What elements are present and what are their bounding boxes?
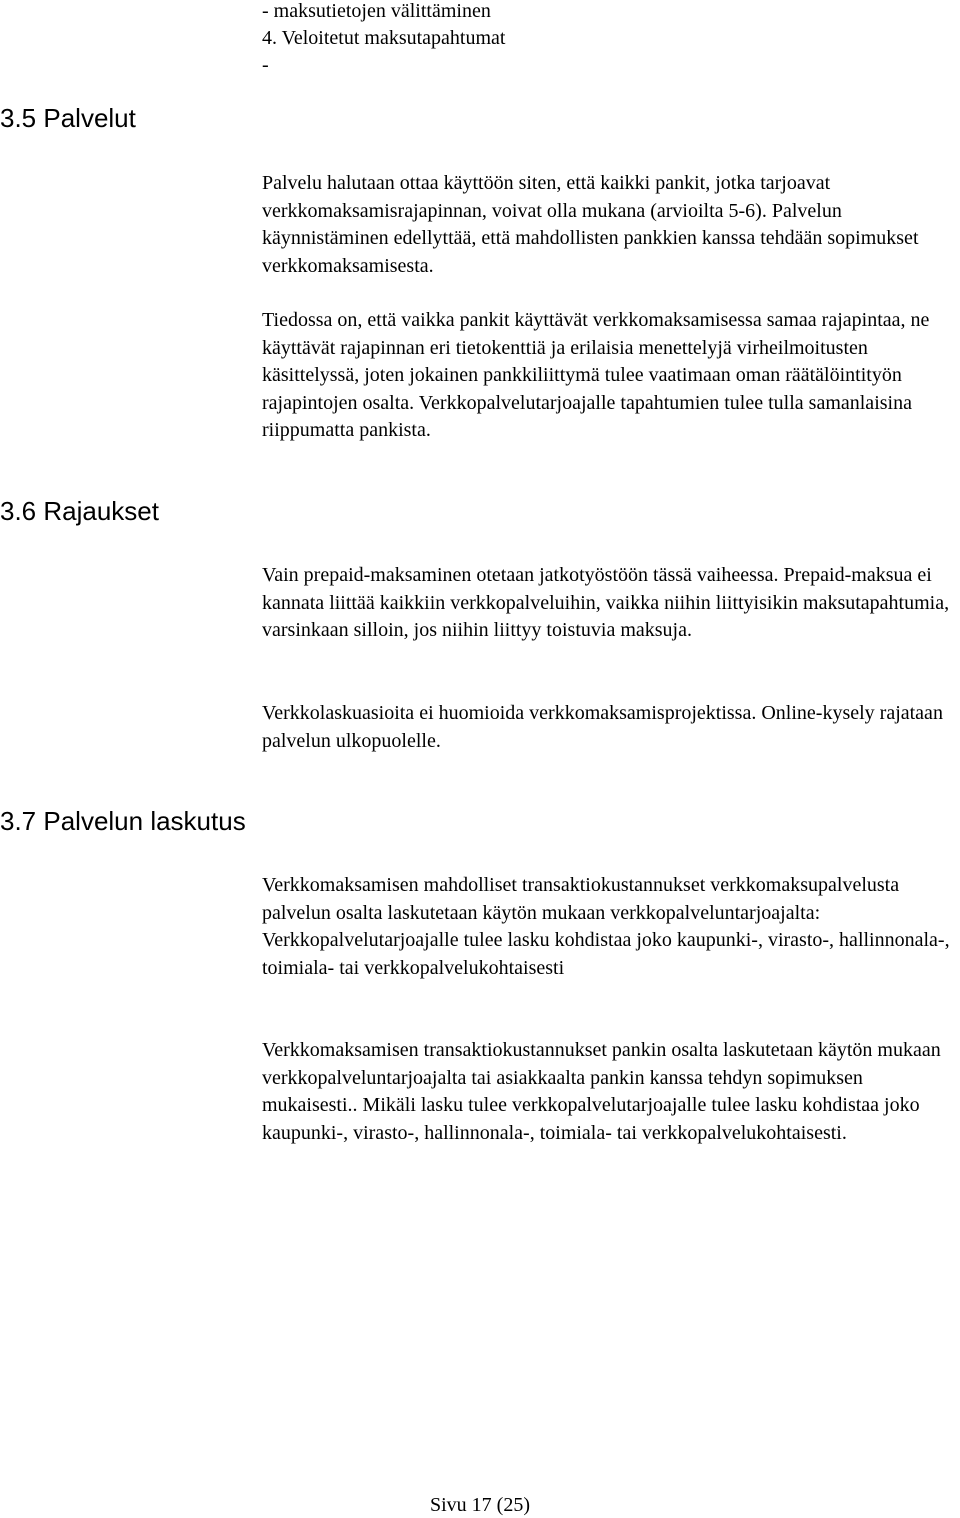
- page-number: Sivu 17 (25): [430, 1494, 530, 1516]
- list-item-veloitetut: 4. Veloitetut maksutapahtumat: [262, 27, 506, 49]
- paragraph-laskutus-2: Verkkomaksamisen transaktiokustannukset pankin osalta laskutetaan käytön mukaan verkkopalveluntarjoajalta tai asiakkaalta pankin kanssa tehdyn sopimuksen mukaisesti.. Mikäli lasku tulee verkkopalvelutarjoajalle tulee lasku kohdistaa joko kaupunki-, virasto-, hallinnonala-, toimiala- tai verkkopalvelukohtaisesti.: [262, 1039, 941, 1144]
- paragraph-rajaukset-2: Verkkolaskuasioita ei huomioida verkkomaksamisprojektissa. Online-kysely rajataan palvelun ulkopuolelle.: [262, 702, 943, 752]
- paragraph-rajaukset-1: Vain prepaid-maksaminen otetaan jatkotyöstöön tässä vaiheessa. Prepaid-maksua ei kannata liittää kaikkiin verkkopalveluihin, vaikka niihin liittyisikin maksutapahtumia, varsinkaan silloin, jos niihin liittyy toistuvia maksuja.: [262, 564, 950, 642]
- paragraph-palvelut-2: Tiedossa on, että vaikka pankit käyttävät verkkomaksamisessa samaa rajapintaa, ne käyttävät rajapinnan eri tietokenttiä ja erilaisia menettelyjä virheilmoitusten käsittelyssä, joten jokainen pankkiliittymä tulee vaatimaan oman räätälöintityön rajapintojen osalta. Verkkopalvelutarjoajalle tapahtumien tulee tulla samanlaisina riippumatta pankista.: [262, 309, 930, 442]
- list-item-dash: -: [262, 54, 269, 76]
- section-heading-laskutus: 3.7 Palvelun laskutus: [0, 806, 246, 836]
- section-heading-palvelut: 3.5 Palvelut: [0, 103, 136, 133]
- paragraph-laskutus-1: Verkkomaksamisen mahdolliset transaktiokustannukset verkkomaksupalvelusta palvelun osalta laskutetaan käytön mukaan verkkopalveluntarjoajalta: Verkkopalvelutarjoajalle tulee lasku kohdistaa joko kaupunki-, virasto-, hallinnonala-, toimiala- tai verkkopalvelukohtaisesti: [262, 874, 950, 979]
- section-heading-rajaukset: 3.6 Rajaukset: [0, 496, 159, 526]
- list-item-maksutiedot: - maksutietojen välittäminen: [262, 0, 491, 22]
- paragraph-palvelut-1: Palvelu halutaan ottaa käyttöön siten, että kaikki pankit, jotka tarjoavat verkkomaksamisrajapinnan, voivat olla mukana (arvioilta 5-6). Palvelun käynnistäminen edellyttää, että mahdollisten pankkien kanssa tehdään sopimukset verkkomaksamisesta.: [262, 172, 919, 277]
